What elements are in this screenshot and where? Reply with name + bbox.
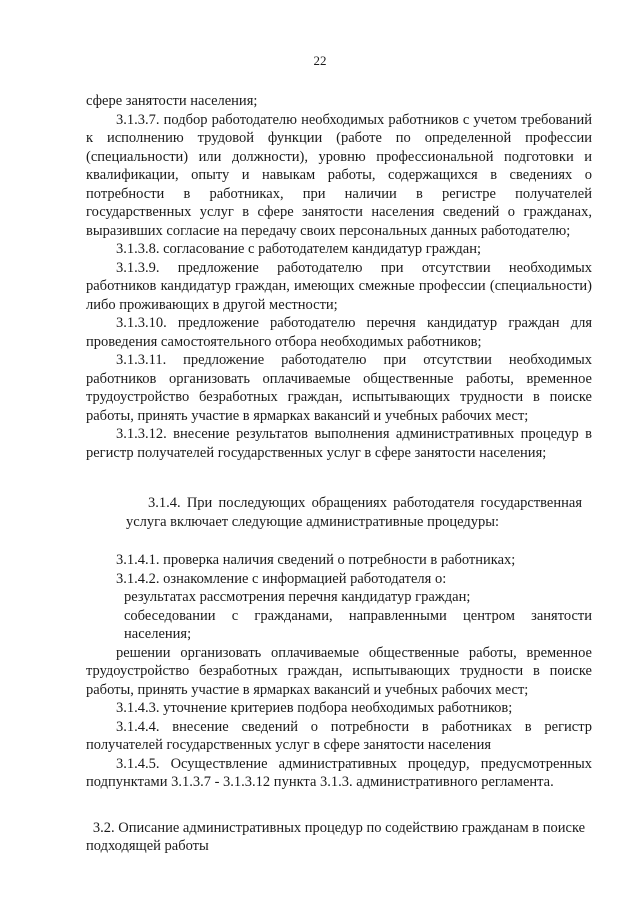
paragraph-3-1-3-11: 3.1.3.11. предложение работодателю при отсутствии необходимых работников организовать оплачиваемые общественные работы, временное трудоустройство безработных граждан, испытывающих трудности в поиске работы, принять участие в ярмарках вакансий и учебных рабочих мест; xyxy=(86,352,592,424)
paragraph-3-1-3-9: 3.1.3.9. предложение работодателю при отсутствии необходимых работников кандидатур граждан, имеющих смежные профессии (специальности) либо проживающих в другой местности; xyxy=(86,259,592,313)
document-body xyxy=(86,92,592,856)
paragraph-3-1-3-8: 3.1.3.8. согласование с работодателем кандидатур граждан; xyxy=(116,241,482,257)
info-list xyxy=(86,588,592,644)
list-item: результатах рассмотрения перечня кандидатур граждан; xyxy=(124,589,471,605)
section-heading-3-2: 3.2. Описание административных процедур по содействию гражданам в поиске подходящей работы xyxy=(86,819,586,854)
list-item: решении организовать оплачиваемые общественные работы, временное трудоустройство безработных граждан, испытывающих трудности в поиске работы, принять участие в ярмарках вакансий и учебных рабочих мест; xyxy=(86,644,592,698)
list-item: собеседовании с гражданами, направленными центром занятости населения; xyxy=(124,607,592,642)
paragraph-3-1-4-3: 3.1.4.3. уточнение критериев подбора необходимых работников; xyxy=(116,700,513,716)
paragraph-intro: сфере занятости населения; xyxy=(86,93,258,109)
paragraph-3-1-4-5: 3.1.4.5. Осуществление административных процедур, предусмотренных подпунктами 3.1.3.7 - 3.1.3.12 пункта 3.1.3. административного регламента. xyxy=(86,755,592,790)
paragraph-3-1-4-1: 3.1.4.1. проверка наличия сведений о потребности в работниках; xyxy=(116,552,516,568)
paragraph-3-1-3-7: 3.1.3.7. подбор работодателю необходимых работников с учетом требований к исполнению трудовой функции (работе по определенной профессии (специальности) или должности), уровню профессиональной подготовки и квалификации, опыту и навыкам работы, содержащихся в сведениях о потребности в работниках, при наличии в регистре получателей государственных услуг в сфере занятости населения сведений о гражданах, выразивших согласие на передачу своих персональных данных работодателю; xyxy=(86,111,592,239)
section-3-1-4 xyxy=(86,494,592,531)
paragraph-3-1-4-4: 3.1.4.4. внесение сведений о потребности в работниках в регистр получателей государственных услуг в сфере занятости населения xyxy=(86,718,592,753)
paragraph-3-1-4-2: 3.1.4.2. ознакомление с информацией работодателя о: xyxy=(116,570,447,587)
paragraph-3-1-4: 3.1.4. При последующих обращениях работодателя государственная услуга включает следующие административные процедуры: xyxy=(126,495,582,530)
paragraph-3-1-3-12: 3.1.3.12. внесение результатов выполнения административных процедур в регистр получателей государственных услуг в сфере занятости населения; xyxy=(86,426,592,461)
page-number: 22 xyxy=(313,53,327,68)
paragraph-3-1-3-10: 3.1.3.10. предложение работодателю перечня кандидатур граждан для проведения самостоятельного отбора необходимых работников; xyxy=(86,315,592,350)
